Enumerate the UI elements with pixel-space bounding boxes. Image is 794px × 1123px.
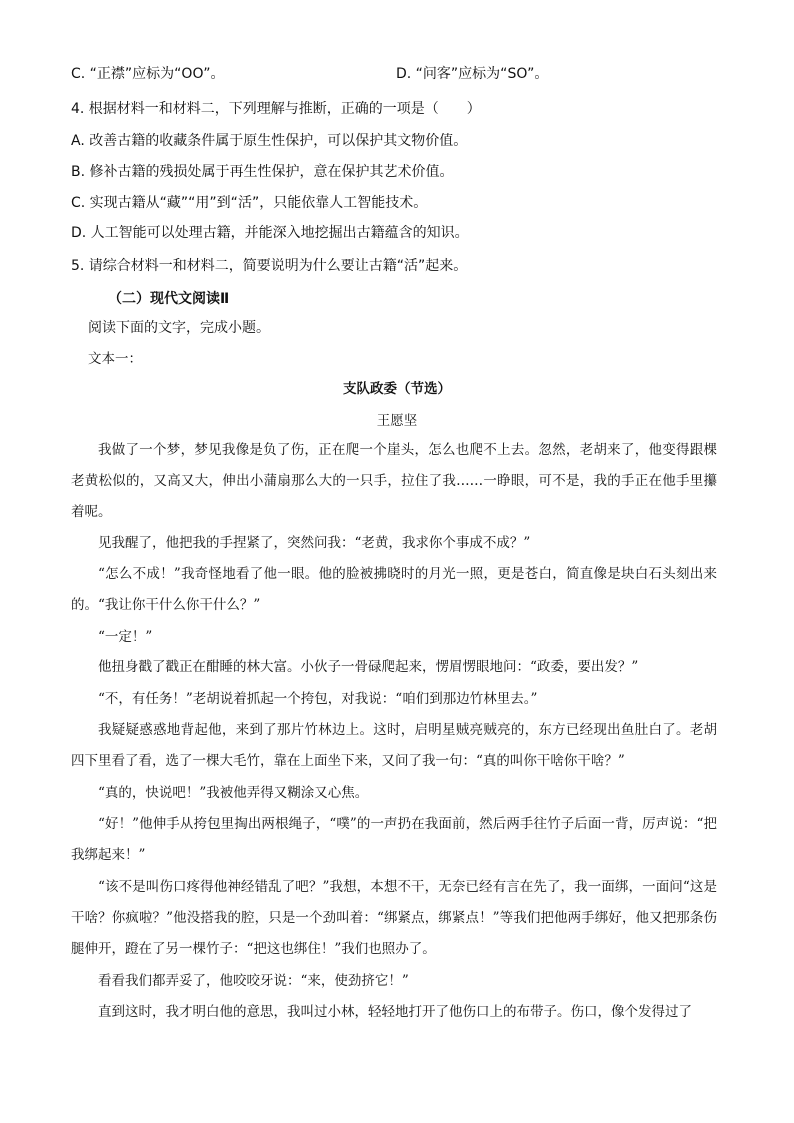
story-paragraph: “一定！”	[98, 629, 153, 645]
option-c-line: C. “正襟”应标为“OO”。	[71, 66, 225, 82]
story-title: 支队政委（节选）	[343, 381, 451, 397]
story-paragraph: 见我醒了，他把我的手捏紧了，突然问我：“老黄，我求你个事成不成？”	[98, 535, 531, 551]
section-title: （二）现代文阅读Ⅱ	[108, 291, 230, 307]
story-paragraph: 他扭身戳了戳正在酣睡的林大富。小伙子一骨碌爬起来，愣眉愣眼地问：“政委，要出发？”	[98, 659, 639, 675]
story-paragraph: “该不是叫伤口疼得他神经错乱了吧？”我想，本想不干，无奈已经有言在先了，我一面绑，一面问“这是干啥？你疯啦？”他没搭我的腔，只是一个劲叫着：“绑紧点，绑紧点！”等我们把他两手绑好，他又把那条伤腿伸开，蹬在了另一棵竹子：“把这也绑住！”我们也照办了。	[71, 879, 717, 957]
text-label: 文本一：	[88, 351, 142, 367]
question-4-option-c: C. 实现古籍从“藏”“用”到“活”，只能依靠人工智能技术。	[71, 195, 428, 211]
question-4-stem: 4. 根据材料一和材料二，下列理解与推断，正确的一项是（ ）	[71, 101, 481, 117]
question-4-option-a: A. 改善古籍的收藏条件属于原生性保护，可以保护其文物价值。	[71, 133, 468, 149]
story-paragraph: 看看我们都弄妥了，他咬咬牙说：“来，使劲挤它！”	[98, 973, 409, 989]
question-4-option-d: D. 人工智能可以处理古籍，并能深入地挖掘出古籍蕴含的知识。	[71, 225, 469, 241]
story-paragraph: 我疑疑惑惑地背起他，来到了那片竹林边上。这时，启明星贼亮贼亮的，东方已经现出鱼肚白了。老胡四下里看了看，选了一棵大毛竹，靠在上面坐下来，又问了我一句：“真的叫你干啥你干啥？”	[71, 722, 717, 769]
story-paragraph: “好！”他伸手从挎包里掏出两根绳子，“噗”的一声扔在我面前，然后两手往竹子后面一背，厉声说：“把我绑起来！”	[71, 816, 717, 863]
story-paragraph: 直到这时，我才明白他的意思，我叫过小林，轻轻地打开了他伤口上的布带子。伤口，像个发得过了	[98, 1004, 692, 1020]
story-paragraph: “不，有任务！”老胡说着抓起一个挎包，对我说：“咱们到那边竹林里去。”	[98, 691, 538, 707]
question-4-option-b: B. 修补古籍的残损处属于再生性保护，意在保护其艺术价值。	[71, 164, 454, 180]
story-paragraph: “怎么不成！”我奇怪地看了他一眼。他的脸被拂晓时的月光一照，更是苍白，简直像是块白石头刻出来的。“我让你干什么你干什么？”	[71, 566, 717, 613]
question-5: 5. 请综合材料一和材料二，简要说明为什么要让古籍“活”起来。	[71, 258, 468, 274]
option-d-line: D. “问客”应标为“SO”。	[396, 66, 549, 82]
story-paragraph: “真的，快说吧！”我被他弄得又糊涂又心焦。	[98, 785, 369, 801]
story-author: 王愿坚	[376, 413, 418, 429]
story-paragraph: 我做了一个梦，梦见我像是负了伤，正在爬一个崖头，怎么也爬不上去。忽然，老胡来了，他变得跟棵老黄松似的，又高又大，伸出小蒲扇那么大的一只手，拉住了我……一睁眼，可不是，我的手正在他手里攥着呢。	[71, 442, 717, 520]
reading-instruction: 阅读下面的文字，完成小题。	[88, 320, 270, 336]
